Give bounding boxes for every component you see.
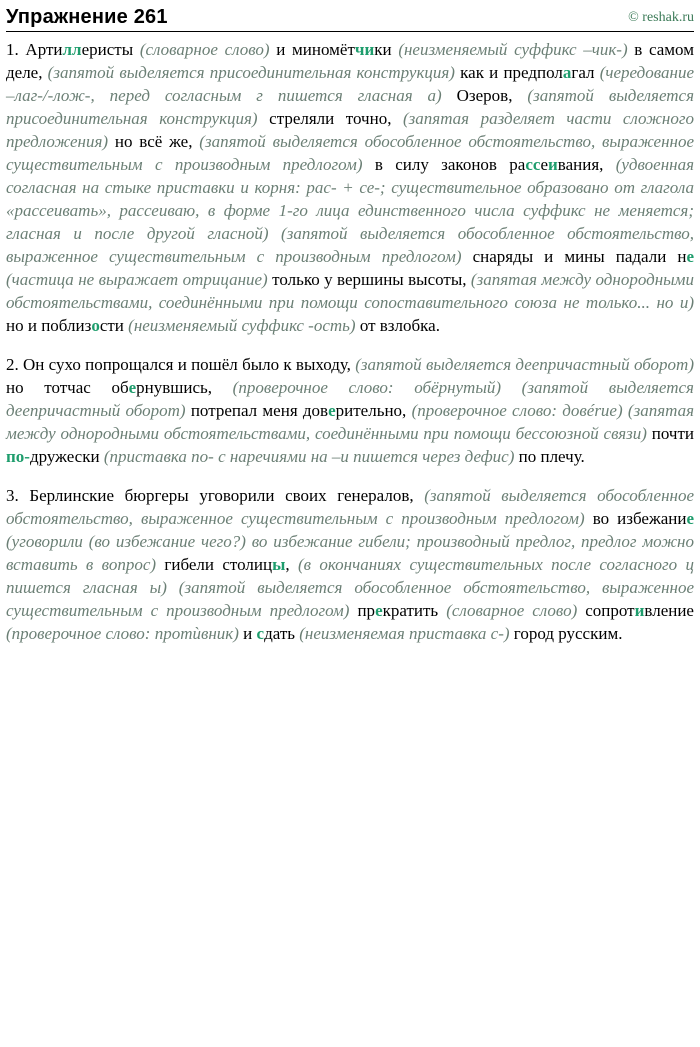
sentence-text: и xyxy=(238,624,257,643)
explanation-note: (проверочное слово: довérие) xyxy=(411,401,623,420)
explanation-note: (чередование –лаг-/-лож-, перед согласным г пишется гласная а) xyxy=(6,63,694,105)
explanation-note: (проверочное слово: протѝвник) xyxy=(6,624,239,643)
explanation-note: (запятой выделяется обособленное обстоятельство, выраженное существительным с производным предлогом) xyxy=(6,132,694,174)
sentence-text: дать xyxy=(264,624,300,643)
sentence-text: но тотчас об xyxy=(6,378,129,397)
sentence-text: город русским. xyxy=(509,624,623,643)
explanation-note: (словарное слово) xyxy=(139,40,270,59)
explanation-note: (запятой выделяется обособленное обстоятельство, выраженное существительным с производным предлогом) xyxy=(6,224,695,266)
highlighted-letters: и xyxy=(548,155,558,174)
sentence-text: как и предпол xyxy=(454,63,563,82)
task-number-3: 3. xyxy=(6,486,19,505)
highlighted-letters: е xyxy=(686,509,694,528)
site-watermark: © reshak.ru xyxy=(628,10,694,25)
task-content-2 xyxy=(6,355,694,466)
explanation-note: (запятая разделяет части сложного предложения) xyxy=(6,109,695,151)
sentence-text: Он сухо попрощался и пошёл было к выходу, xyxy=(18,355,356,374)
sentence-text: стреляли точно, xyxy=(257,109,403,128)
sentence-text: Озеров, xyxy=(441,86,528,105)
sentence-text: в самом деле, xyxy=(6,40,694,82)
sentence-text: но и поблиз xyxy=(6,316,92,335)
sentence-text: потрепал меня дов xyxy=(185,401,329,420)
explanation-note: (запятая между однородными обстоятельствами, соединёнными при помощи сопоставительного союза не только... но и) xyxy=(6,270,694,312)
task-number-1: 1. xyxy=(6,40,19,59)
sentence-text: кратить xyxy=(382,601,447,620)
task-paragraph-1 xyxy=(6,38,694,337)
highlighted-letters: и xyxy=(634,601,645,620)
explanation-note: (неизменяемый суффикс –чик-) xyxy=(398,40,628,59)
sentence-text: почти xyxy=(646,424,694,443)
highlighted-letters: е xyxy=(686,247,694,266)
sentence-text: и миномёт xyxy=(269,40,355,59)
sentence-text: вания, xyxy=(557,155,616,174)
highlighted-letters: по- xyxy=(6,447,30,466)
explanation-note: (приставка по- с наречиями на –и пишется через дефис) xyxy=(103,447,515,466)
explanation-note: (словарное слово) xyxy=(446,601,578,620)
page-title: Упражнение 261 xyxy=(6,6,168,28)
sentence-text: вление xyxy=(644,601,694,620)
sentence-text: рительно, xyxy=(335,401,412,420)
sentence-text: дружески xyxy=(29,447,104,466)
task-number-2: 2. xyxy=(6,355,19,374)
explanation-note: (запятой выделяется деепричастный оборот) xyxy=(355,355,694,374)
explanation-note: (запятая между однородными обстоятельствами, соединёнными при помощи бессоюзной связи) xyxy=(6,401,694,443)
highlighted-letters: а xyxy=(562,63,572,82)
sentence-text: ки xyxy=(374,40,399,59)
page-header xyxy=(6,6,694,32)
sentence-text: сопрот xyxy=(577,601,635,620)
sentence-text: , xyxy=(285,555,298,574)
highlighted-letters: сс xyxy=(525,155,541,174)
highlighted-letters: лл xyxy=(62,40,82,59)
explanation-note: (удвоенная согласная на стыке приставки и корня: рас- + се-; существительное образовано от глагола «рассеивать», рассеиваю, в форме 1-го лица единственного числа суффикс не меняется; гласная и после другой гласной) xyxy=(6,155,694,243)
explanation-note: (запятой выделяется деепричастный оборот) xyxy=(6,378,694,420)
sentence-text: Арти xyxy=(18,40,63,59)
sentence-text: снаряды и мины падали н xyxy=(461,247,687,266)
sentence-text: Берлинские бюргеры уговорили своих генералов, xyxy=(18,486,425,505)
explanation-note: (частица не выражает отрицание) xyxy=(6,270,268,289)
highlighted-letters: о xyxy=(91,316,100,335)
explanation-note: (запятой выделяется обособленное обстоятельство, выраженное существительным с производным предлогом) xyxy=(6,578,694,620)
highlighted-letters: е xyxy=(375,601,383,620)
highlighted-letters: ы xyxy=(272,555,286,574)
sentence-text: от взлобка. xyxy=(355,316,440,335)
explanation-note: (запятой выделяется обособленное обстоятельство, выраженное существительным с производным предлогом) xyxy=(6,486,694,528)
sentence-text: но всё же, xyxy=(108,132,200,151)
sentence-text: еристы xyxy=(81,40,140,59)
sentence-text: в силу законов ра xyxy=(362,155,526,174)
explanation-note: (уговорили (во избежание чего?) во избежание гибели; производный предлог, предлог можно вставить в вопрос) xyxy=(6,532,694,574)
sentence-text: пр xyxy=(349,601,376,620)
sentence-text: гал xyxy=(571,63,600,82)
exercise-body xyxy=(6,38,694,645)
sentence-text: рнувшись, xyxy=(136,378,233,397)
sentence-text: гибели столиц xyxy=(156,555,273,574)
explanation-note: (проверочное слово: обёрнутый) xyxy=(232,378,501,397)
task-content-3 xyxy=(6,486,694,643)
highlighted-letters: е xyxy=(128,378,137,397)
explanation-note: (запятой выделяется присоединительная конструкция) xyxy=(6,86,695,128)
sentence-text: только у вершины высоты, xyxy=(267,270,471,289)
sentence-text: во избежани xyxy=(584,509,687,528)
task-paragraph-2 xyxy=(6,353,694,468)
sentence-text: е xyxy=(540,155,548,174)
sentence-text: по плечу. xyxy=(514,447,585,466)
highlighted-letters: чи xyxy=(354,40,375,59)
task-paragraph-3 xyxy=(6,484,694,645)
explanation-note: (неизменяемая приставка с-) xyxy=(299,624,510,643)
highlighted-letters: е xyxy=(328,401,336,420)
explanation-note: (запятой выделяется присоединительная конструкция) xyxy=(47,63,455,82)
explanation-note: (неизменяемый суффикс -ость) xyxy=(128,316,356,335)
explanation-note: (в окончаниях существительных после согласного ц пишется гласная ы) xyxy=(6,555,694,597)
highlighted-letters: с xyxy=(256,624,265,643)
sentence-text: сти xyxy=(99,316,129,335)
task-content-1 xyxy=(6,40,694,335)
